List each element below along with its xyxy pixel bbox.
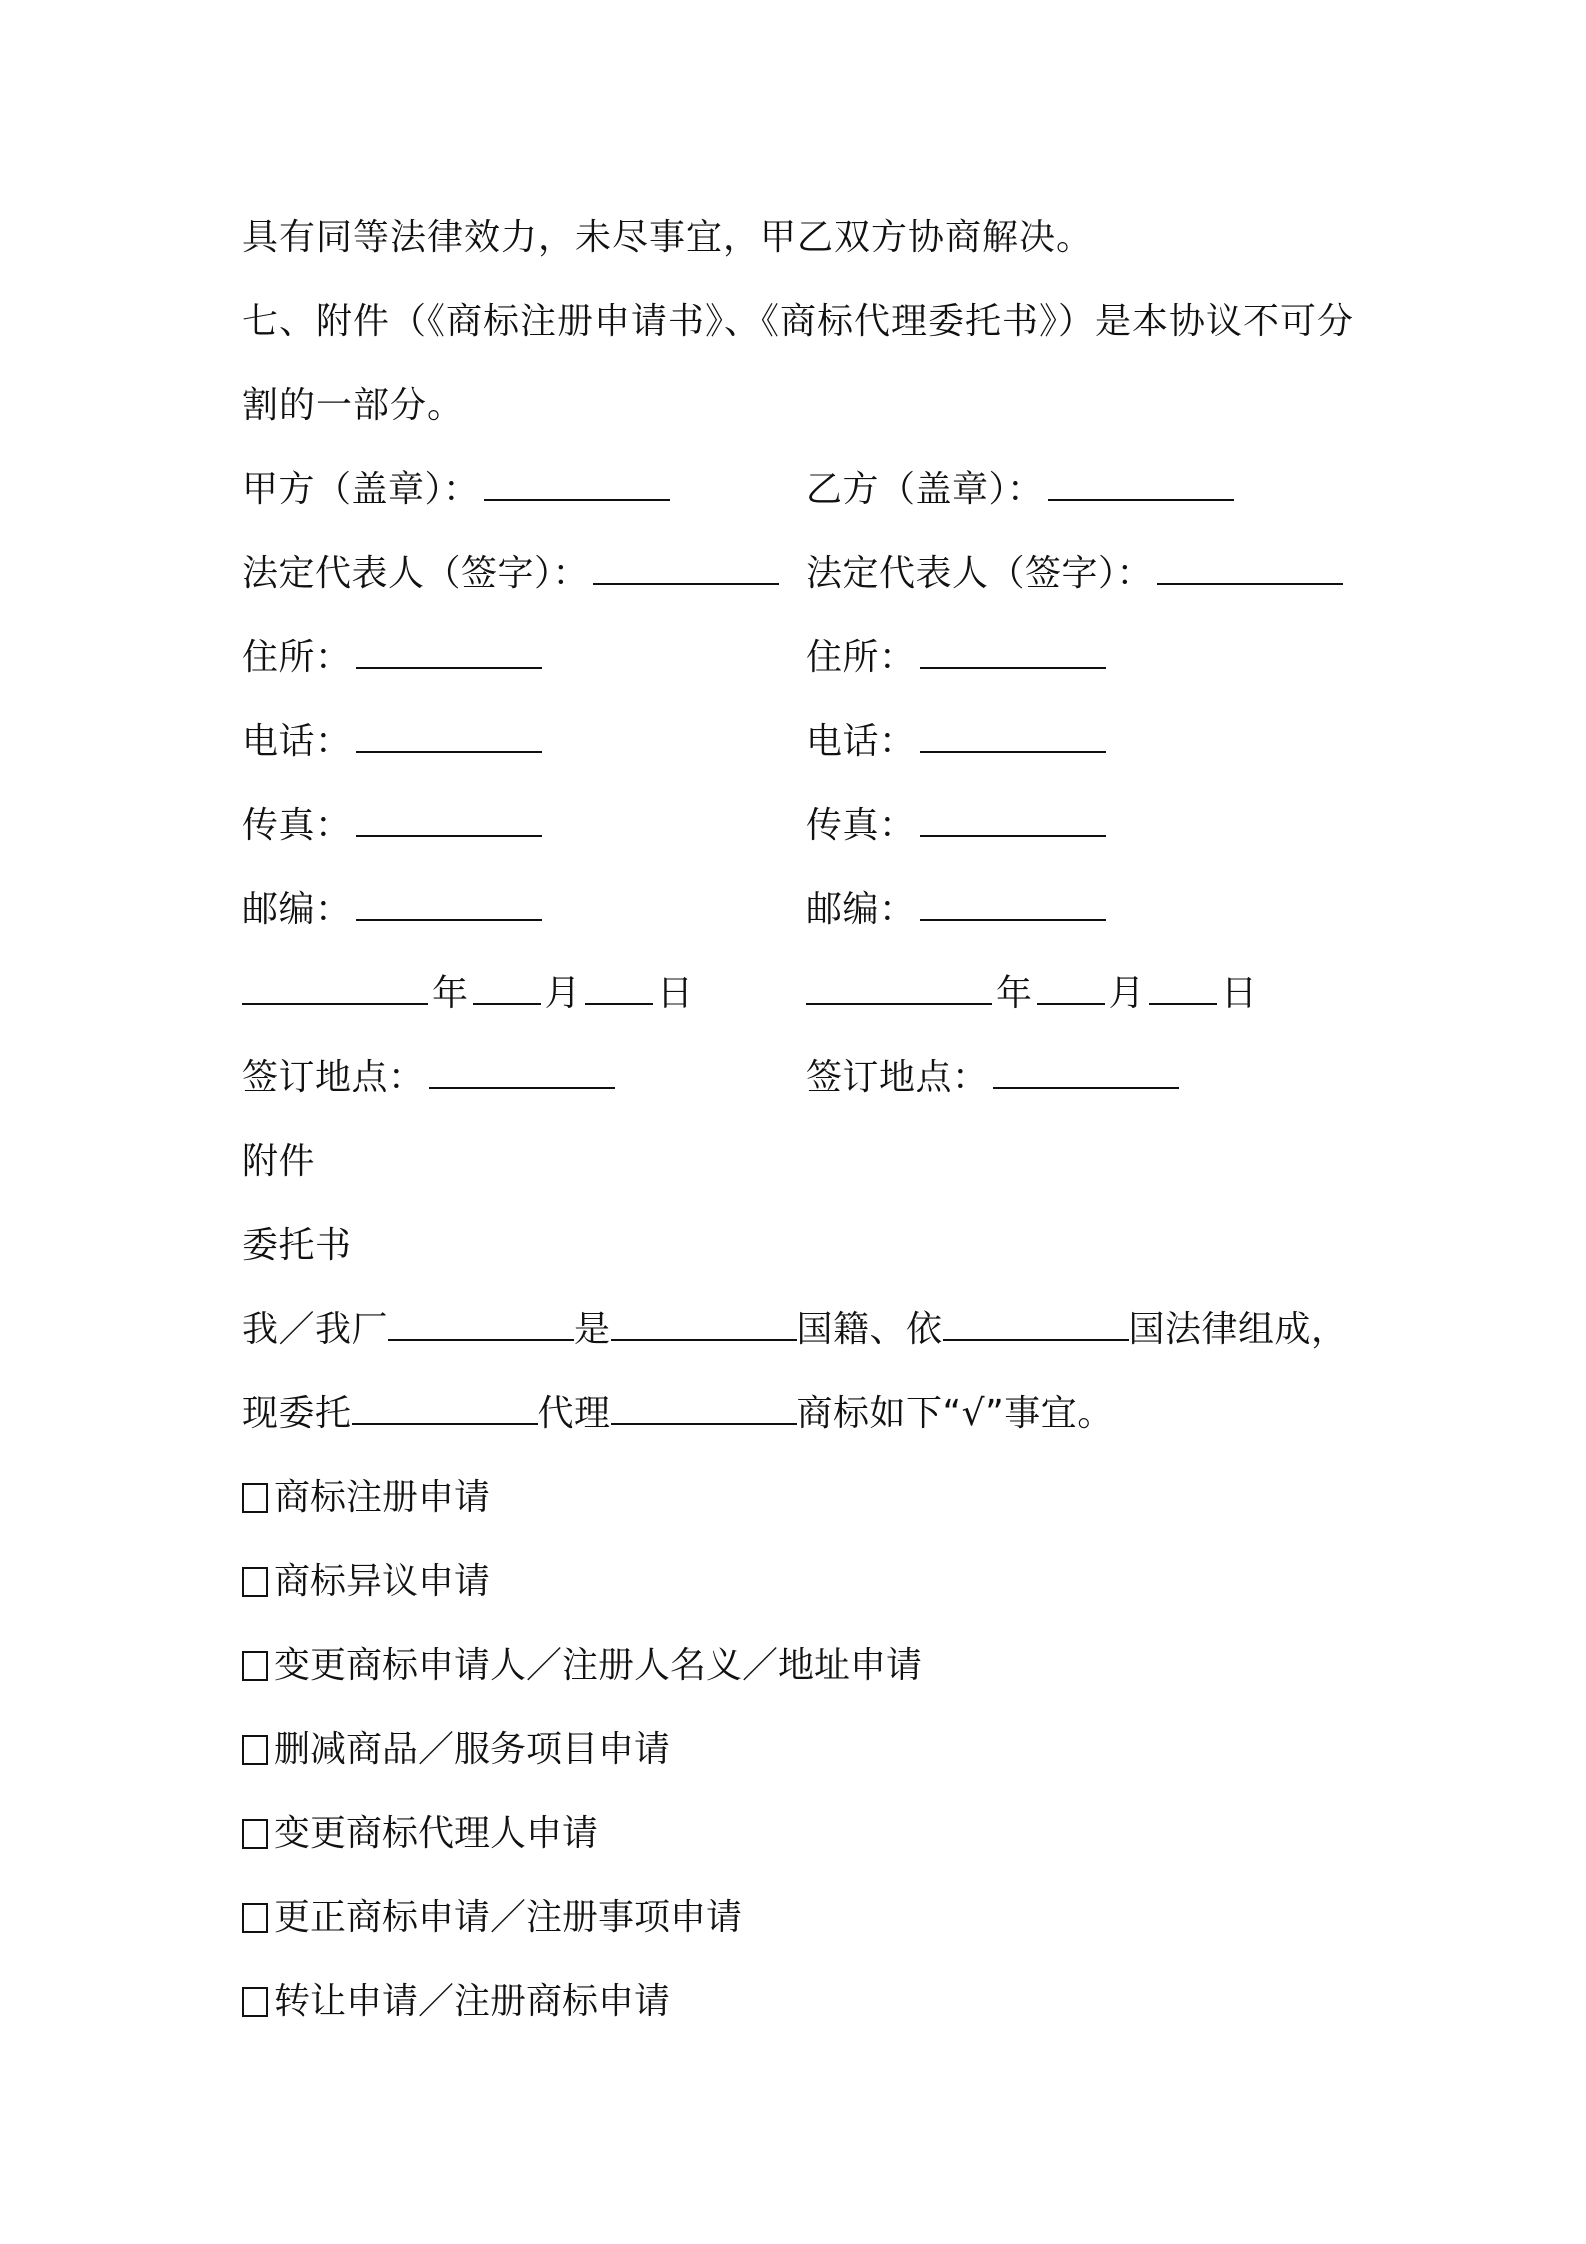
day-label: 日 bbox=[657, 973, 694, 1014]
party-a-address bbox=[242, 616, 546, 700]
party-a-year-blank[interactable] bbox=[242, 973, 428, 1005]
attachment-title-line bbox=[242, 1204, 1362, 1288]
party-b-address-label: 住所： bbox=[806, 637, 916, 678]
party-a-day-blank[interactable] bbox=[585, 973, 653, 1005]
party-a-phone bbox=[242, 700, 546, 784]
body1-c: 国籍、依 bbox=[796, 1309, 943, 1350]
party-a-place-label: 签订地点： bbox=[242, 1057, 425, 1098]
option-item[interactable] bbox=[242, 1540, 1362, 1624]
signature-row-address bbox=[242, 616, 1362, 700]
option-item[interactable] bbox=[242, 1876, 1362, 1960]
party-a-place bbox=[242, 1036, 619, 1120]
party-a-rep bbox=[242, 532, 783, 616]
party-a-fax bbox=[242, 784, 546, 868]
party-a-postcode bbox=[242, 868, 546, 952]
party-b-postcode-label: 邮编： bbox=[806, 889, 916, 930]
party-b-fax-blank[interactable] bbox=[920, 805, 1106, 837]
party-b-seal bbox=[806, 448, 1238, 532]
body2-b: 代理 bbox=[537, 1393, 611, 1434]
party-a-seal-blank[interactable] bbox=[484, 469, 670, 501]
party-b-seal-label: 乙方（盖章）： bbox=[806, 469, 1044, 510]
party-a-postcode-label: 邮编： bbox=[242, 889, 352, 930]
body2-a: 现委托 bbox=[242, 1393, 352, 1434]
signature-row-phone bbox=[242, 700, 1362, 784]
year-label: 年 bbox=[996, 973, 1033, 1014]
signature-row-date bbox=[242, 952, 1362, 1036]
party-b-fax bbox=[806, 784, 1110, 868]
party-b-rep-blank[interactable] bbox=[1157, 553, 1343, 585]
year-label: 年 bbox=[432, 973, 469, 1014]
party-b-phone-blank[interactable] bbox=[920, 721, 1106, 753]
body1-d: 国法律组成， bbox=[1128, 1309, 1348, 1350]
option-label: 商标注册申请 bbox=[274, 1477, 491, 1518]
party-b-rep-label: 法定代表人（签字）： bbox=[806, 553, 1154, 594]
nationality-blank[interactable] bbox=[611, 1309, 797, 1341]
option-label: 商标异议申请 bbox=[274, 1561, 491, 1602]
party-b-year-blank[interactable] bbox=[806, 973, 992, 1005]
party-b-place bbox=[806, 1036, 1183, 1120]
option-label: 转让申请／注册商标申请 bbox=[274, 1981, 671, 2022]
month-label: 月 bbox=[1108, 973, 1146, 1014]
party-b-place-blank[interactable] bbox=[993, 1057, 1179, 1089]
body1-a: 我／我厂 bbox=[242, 1309, 389, 1350]
option-item[interactable] bbox=[242, 1456, 1362, 1540]
agent-name-blank[interactable] bbox=[352, 1393, 538, 1425]
checkbox-icon[interactable] bbox=[242, 1483, 268, 1513]
party-b-address bbox=[806, 616, 1110, 700]
signature-row-place bbox=[242, 1036, 1362, 1120]
attachment-title: 委托书 bbox=[242, 1225, 352, 1266]
option-label: 变更商标代理人申请 bbox=[274, 1813, 599, 1854]
party-b-day-blank[interactable] bbox=[1149, 973, 1217, 1005]
signature-row-postcode bbox=[242, 868, 1362, 952]
principal-name-blank[interactable] bbox=[388, 1309, 574, 1341]
body1-b: 是 bbox=[574, 1309, 611, 1350]
body2-c: 商标如下“√”事宜。 bbox=[796, 1393, 1114, 1434]
party-b-postcode bbox=[806, 868, 1110, 952]
party-a-place-blank[interactable] bbox=[429, 1057, 615, 1089]
party-a-fax-blank[interactable] bbox=[356, 805, 542, 837]
law-country-blank[interactable] bbox=[943, 1309, 1129, 1341]
party-b-place-label: 签订地点： bbox=[806, 1057, 989, 1098]
party-b-rep bbox=[806, 532, 1347, 616]
party-a-date bbox=[242, 952, 694, 1036]
checkbox-icon[interactable] bbox=[242, 1987, 268, 2017]
checkbox-icon[interactable] bbox=[242, 1651, 268, 1681]
checkbox-icon[interactable] bbox=[242, 1735, 268, 1765]
party-a-phone-blank[interactable] bbox=[356, 721, 542, 753]
signature-row-seal bbox=[242, 448, 1362, 532]
party-a-seal bbox=[242, 448, 674, 532]
party-a-phone-label: 电话： bbox=[242, 721, 352, 762]
party-a-rep-label: 法定代表人（签字）： bbox=[242, 553, 590, 594]
signature-row-fax bbox=[242, 784, 1362, 868]
party-b-phone bbox=[806, 700, 1110, 784]
party-a-seal-label: 甲方（盖章）： bbox=[242, 469, 480, 510]
paragraph-text: 具有同等法律效力，未尽事宜，甲乙双方协商解决。 bbox=[242, 217, 1094, 258]
checkbox-icon[interactable] bbox=[242, 1903, 268, 1933]
party-b-seal-blank[interactable] bbox=[1048, 469, 1234, 501]
party-b-address-blank[interactable] bbox=[920, 637, 1106, 669]
paragraph-line bbox=[242, 280, 1362, 364]
party-b-fax-label: 传真： bbox=[806, 805, 916, 846]
option-item[interactable] bbox=[242, 1792, 1362, 1876]
party-a-address-label: 住所： bbox=[242, 637, 352, 678]
checkbox-icon[interactable] bbox=[242, 1567, 268, 1597]
option-item[interactable] bbox=[242, 1708, 1362, 1792]
party-a-address-blank[interactable] bbox=[356, 637, 542, 669]
party-a-month-blank[interactable] bbox=[473, 973, 541, 1005]
party-b-postcode-blank[interactable] bbox=[920, 889, 1106, 921]
month-label: 月 bbox=[544, 973, 582, 1014]
document-page bbox=[242, 196, 1362, 2044]
party-b-month-blank[interactable] bbox=[1037, 973, 1105, 1005]
option-label: 变更商标申请人／注册人名义／地址申请 bbox=[274, 1645, 923, 1686]
attachment-body-line-1 bbox=[242, 1288, 1362, 1372]
party-a-postcode-blank[interactable] bbox=[356, 889, 542, 921]
paragraph-text: 割的一部分。 bbox=[242, 385, 465, 426]
trademark-name-blank[interactable] bbox=[611, 1393, 797, 1425]
checkbox-icon[interactable] bbox=[242, 1819, 268, 1849]
attachment-body-line-2 bbox=[242, 1372, 1362, 1456]
attachment-heading-line bbox=[242, 1120, 1362, 1204]
party-b-date bbox=[806, 952, 1258, 1036]
signature-row-rep bbox=[242, 532, 1362, 616]
option-label: 删减商品／服务项目申请 bbox=[274, 1729, 671, 1770]
party-a-fax-label: 传真： bbox=[242, 805, 352, 846]
party-b-phone-label: 电话： bbox=[806, 721, 916, 762]
attachment-heading: 附件 bbox=[242, 1141, 316, 1182]
option-item[interactable] bbox=[242, 1624, 1362, 1708]
paragraph-line bbox=[242, 364, 1362, 448]
option-item[interactable] bbox=[242, 1960, 1362, 2044]
paragraph-line bbox=[242, 196, 1362, 280]
option-label: 更正商标申请／注册事项申请 bbox=[274, 1897, 743, 1938]
day-label: 日 bbox=[1221, 973, 1258, 1014]
party-a-rep-blank[interactable] bbox=[593, 553, 779, 585]
paragraph-text: 七、附件（《商标注册申请书》、《商标代理委托书》）是本协议不可分 bbox=[242, 301, 1355, 342]
